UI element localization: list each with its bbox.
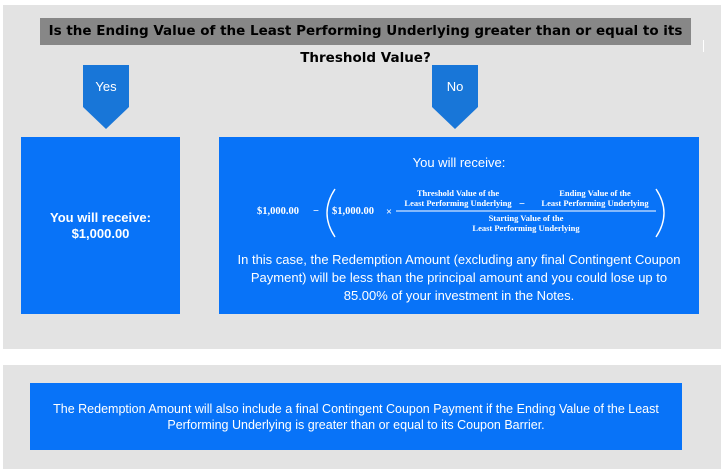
ending-line1: Ending Value of the xyxy=(559,188,631,198)
formula-inner-minus: − xyxy=(519,199,525,210)
coupon-note-box xyxy=(30,383,682,450)
loss-explanation: In this case, the Redemption Amount (excluding any final Contingent Coupon Payment) will be less than the principal amount and you could lose up to 85.00% of your investment in the Notes. xyxy=(237,252,681,303)
ending-line2: Least Performing Underlying xyxy=(541,198,649,208)
yes-outcome-box xyxy=(21,137,180,314)
no-arrow xyxy=(432,65,478,107)
yes-amount: $1,000.00 xyxy=(71,225,130,241)
threshold-line1: Threshold Value of the xyxy=(416,188,500,198)
yes-label: Yes xyxy=(95,79,117,94)
no-label: No xyxy=(446,79,464,94)
yes-arrow xyxy=(83,65,129,107)
threshold-line2: Least Performing Underlying xyxy=(404,198,512,208)
question-bar: Is the Ending Value of the Least Performing Underlying greater than or equal to its Threshold Value? xyxy=(40,18,691,45)
no-arrow-tip xyxy=(432,107,478,129)
formula-minus: − xyxy=(313,206,319,217)
coupon-note-text: The Redemption Amount will also include a final Contingent Coupon Payment if the Ending Value of the Least Performing Underlying is greater than or equal to its Coupon Barrier. xyxy=(53,401,659,432)
starting-line1: Starting Value of the xyxy=(488,213,564,223)
no-outcome-box xyxy=(219,137,699,314)
right-paren xyxy=(656,189,664,237)
starting-line2: Least Performing Underlying xyxy=(472,223,580,233)
formula-principal: $1,000.00 xyxy=(257,206,299,217)
yes-arrow-tip xyxy=(83,107,129,129)
divider xyxy=(703,40,704,52)
yes-receive-text: You will receive: xyxy=(50,209,151,225)
no-receive-text: You will receive: xyxy=(412,155,506,170)
redemption-formula xyxy=(219,179,699,249)
formula-inner-principal: $1,000.00 xyxy=(332,206,374,217)
formula-times: × xyxy=(386,207,392,218)
